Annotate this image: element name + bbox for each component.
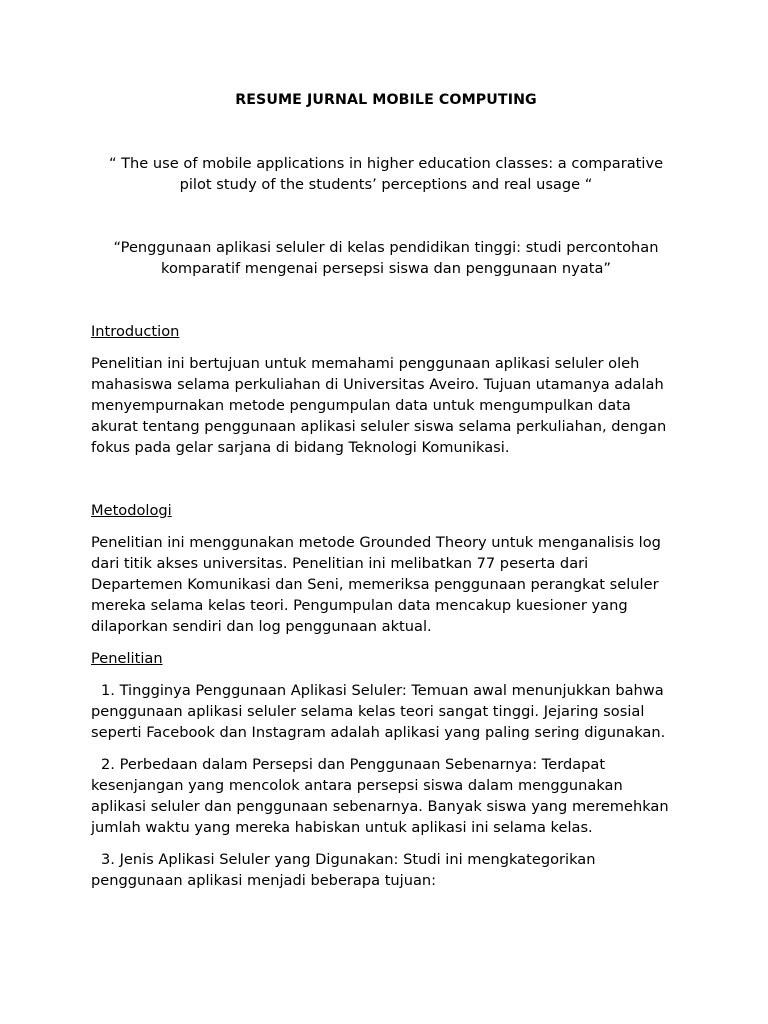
list-item-number: 2. xyxy=(101,756,115,773)
list-item-text: Jenis Aplikasi Seluler yang Digunakan: Studi ini mengkategorikan penggunaan aplikasi menjadi beberapa tujuan: xyxy=(91,851,596,889)
document-content xyxy=(91,90,681,902)
list-item xyxy=(91,754,681,838)
section-heading-penelitian: Penelitian xyxy=(91,650,163,667)
list-item-text: Perbedaan dalam Persepsi dan Penggunaan Sebenarnya: Terdapat kesenjangan yang mencolok antara persepsi siswa dalam menggunakan aplikasi seluler dan penggunaan sebenarnya. Banyak siswa yang meremehkan jumlah waktu yang mereka habiskan untuk aplikasi ini selama kelas. xyxy=(91,756,669,836)
journal-title-indonesian: “Penggunaan aplikasi seluler di kelas pendidikan tinggi: studi percontohan komparatif mengenai persepsi siswa dan penggunaan nyata” xyxy=(113,239,659,277)
list-item-text: Tingginya Penggunaan Aplikasi Seluler: Temuan awal menunjukkan bahwa penggunaan aplikasi seluler selama kelas teori sangat tinggi. Jejaring sosial seperti Facebook dan Instagram adalah aplikasi yang paling sering digunakan. xyxy=(91,682,666,741)
metodologi-paragraph: Penelitian ini menggunakan metode Grounded Theory untuk menganalisis log dari titik akses universitas. Penelitian ini melibatkan 77 peserta dari Departemen Komunikasi dan Seni, memeriksa penggunaan perangkat seluler mereka selama kelas teori. Pengumpulan data mencakup kuesioner yang dilaporkan sendiri dan log penggunaan aktual. xyxy=(91,534,661,635)
section-heading-introduction: Introduction xyxy=(91,323,180,340)
list-item-number: 3. xyxy=(101,851,115,868)
section-heading-metodologi: Metodologi xyxy=(91,502,172,519)
list-item xyxy=(91,849,681,891)
introduction-paragraph: Penelitian ini bertujuan untuk memahami penggunaan aplikasi seluler oleh mahasiswa selama perkuliahan di Universitas Aveiro. Tujuan utamanya adalah menyempurnakan metode pengumpulan data untuk mengumpulkan data akurat tentang penggunaan aplikasi seluler siswa selama perkuliahan, dengan fokus pada gelar sarjana di bidang Teknologi Komunikasi. xyxy=(91,355,667,456)
list-item xyxy=(91,680,681,743)
journal-title-english: “ The use of mobile applications in higher education classes: a comparative pilot study of the students’ perceptions and real usage “ xyxy=(108,155,664,193)
list-item-number: 1. xyxy=(101,682,115,699)
document-title: RESUME JURNAL MOBILE COMPUTING xyxy=(235,92,537,108)
